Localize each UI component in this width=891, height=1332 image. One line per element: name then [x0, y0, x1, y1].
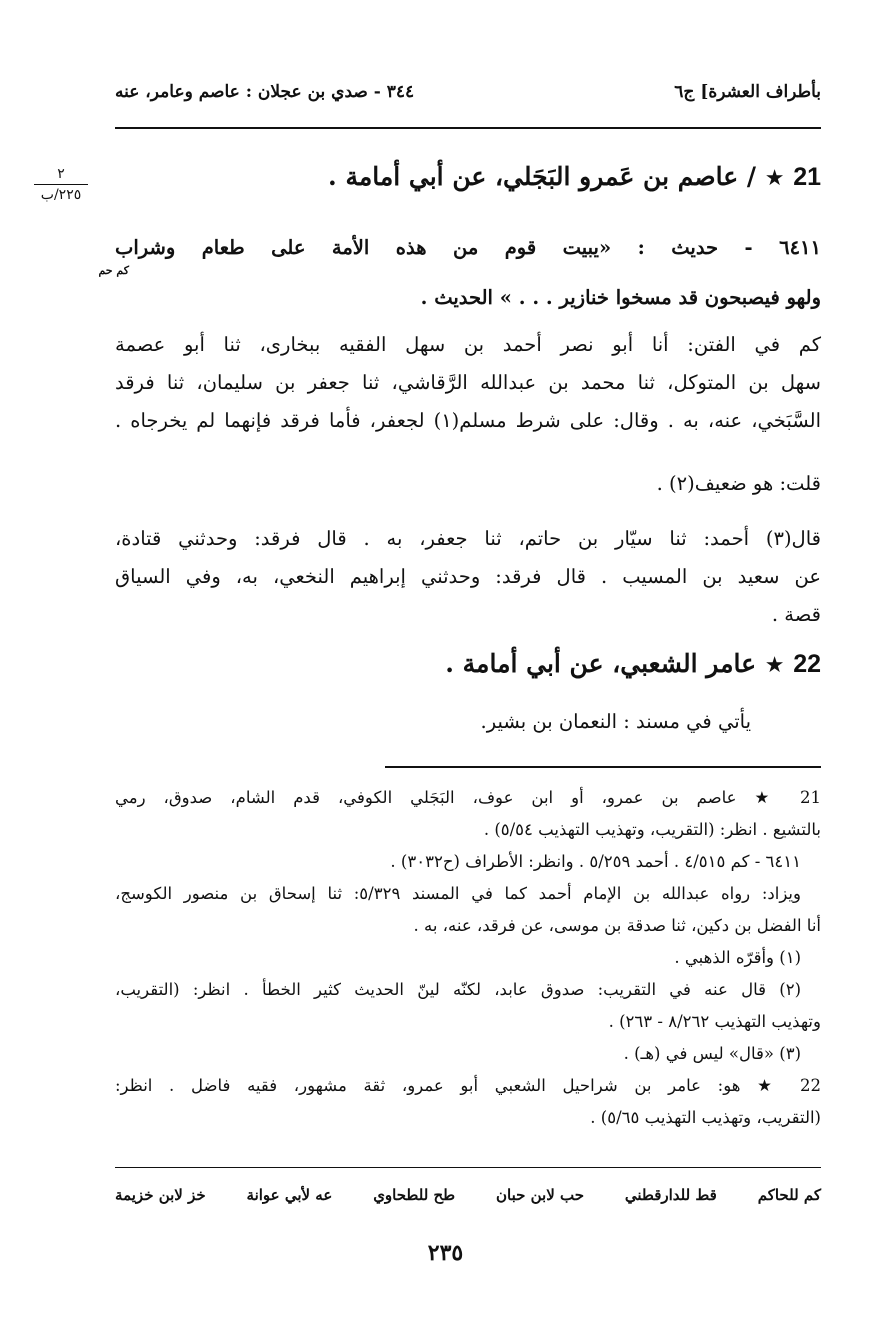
entry-22-title: عامر الشعبي، عن أبي أمامة . — [445, 649, 757, 678]
paragraph-1-line: السَّبَخي، عنه، به . وقال: على شرط مسلم(١) لجعفر، فأما فرقد فإنهما لم يخرجاه . — [115, 409, 821, 432]
margin-note — [26, 166, 96, 203]
footnote-rule — [385, 766, 821, 768]
footnote-line: (١) وأقرّه الذهبي . — [674, 948, 801, 967]
entry-22-number: 22 — [793, 650, 821, 678]
running-header — [115, 82, 821, 110]
hadith-line-1: ٦٤١١ - حديث : «يبيت قوم من هذه الأمة على طعام وشراب — [115, 236, 821, 259]
entry-21-number: 21 — [793, 163, 821, 191]
page-number: ٢٣٥ — [427, 1240, 464, 1266]
paragraph-3 — [115, 520, 821, 634]
footnote-line: (التقريب، وتهذيب التهذيب ٥/٦٥) . — [590, 1108, 821, 1127]
abbreviations-list — [115, 1186, 821, 1204]
entry-21-heading — [115, 162, 821, 192]
entry-21-slash: / — [746, 162, 757, 191]
abbreviation-item: كم للحاكم — [757, 1186, 821, 1204]
abbreviation-item: خز لابن خزيمة — [115, 1186, 206, 1204]
footnote-line: بالتشيع . انظر: (التقريب، وتهذيب التهذيب ٥/٥٤) . — [483, 820, 821, 839]
star-icon: ★ — [764, 653, 785, 678]
entry-21-title: عاصم بن عَمرو البَجَلي، عن أبي أمامة . — [328, 162, 739, 191]
hadith-line-2: ولهو فيصبحون قد مسخوا خنازير . . . » الحديث . — [420, 286, 821, 309]
star-icon: ★ — [764, 166, 785, 191]
paragraph-1-line: كم في الفتن: أنا أبو نصر أحمد بن سهل الفقيه ببخارى، ثنا أبو عصمة — [115, 333, 821, 356]
footnote-line: ٦٤١١ - كم ٤/٥١٥ . أحمد ٥/٢٥٩ . وانظر: الأطراف (ح٣٠٣٢) . — [390, 852, 801, 871]
entry-22-note: يأتي في مسند : النعمان بن بشير. — [480, 710, 751, 733]
paragraph-3-line: قال(٣) أحمد: ثنا سيّار بن حاتم، ثنا جعفر، به . قال فرقد: وحدثني قتادة، — [115, 527, 821, 550]
footnote-line: 21 ★ عاصم بن عمرو، أو ابن عوف، البَجَلي الكوفي، قدم الشام، صدوق، رمي — [115, 788, 821, 807]
paragraph-2: قلت: هو ضعيف(٢) . — [656, 472, 821, 495]
abbreviation-item: طح للطحاوي — [373, 1186, 456, 1204]
paragraph-1 — [115, 326, 821, 440]
header-book-title: بأطراف العشرة] ج٦ — [674, 82, 821, 102]
header-section-title: ٣٤٤ - صدي بن عجلان : عاصم وعامر، عنه — [115, 82, 415, 102]
footnote-line: 22 ★ هو: عامر بن شراحيل الشعبي أبو عمرو، ثقة مشهور، فقيه فاضل . انظر: — [115, 1076, 821, 1095]
margin-note-divider — [34, 184, 88, 185]
paragraph-3-line: عن سعيد بن المسيب . قال فرقد: وحدثني إبراهيم النخعي، به، وفي السياق — [115, 565, 821, 588]
header-rule — [115, 127, 821, 129]
footnotes — [115, 782, 821, 1134]
abbreviation-item: حب لابن حبان — [496, 1186, 584, 1204]
footnote-line: ويزاد: رواه عبدالله بن الإمام أحمد كما في المسند ٥/٣٢٩: ثنا إسحاق بن منصور الكوسج، — [115, 884, 801, 903]
abbreviation-item: عه لأبي عوانة — [246, 1186, 333, 1204]
margin-note-bottom: ٢٢٥/ب — [40, 187, 82, 203]
paragraph-1-line: سهل بن المتوكل، ثنا محمد بن عبدالله الرَّقاشي، ثنا جعفر بن سليمان، ثنا فرقد — [115, 371, 821, 394]
footnote-line: (٣) «قال» ليس في (هـ) . — [623, 1044, 801, 1063]
abbreviations-rule — [115, 1167, 821, 1168]
entry-22-heading — [115, 649, 821, 679]
margin-note-top: ٢ — [57, 166, 65, 182]
footnote-line: (٢) قال عنه في التقريب: صدوق عابد، لكنّه لينّ الحديث كثير الخطأ . انظر: (التقريب، — [115, 980, 801, 999]
abbreviation-item: قط للدارقطني — [624, 1186, 717, 1204]
paragraph-3-line: قصة . — [771, 603, 821, 626]
footnote-line: وتهذيب التهذيب ٨/٢٦٢ - ٢٦٣) . — [608, 1012, 821, 1031]
footnote-line: أنا الفضل بن دكين، ثنا صدقة بن موسى، عن فرقد، عنه، به . — [413, 916, 821, 935]
hadith-source-marker: كم حم — [98, 264, 129, 277]
